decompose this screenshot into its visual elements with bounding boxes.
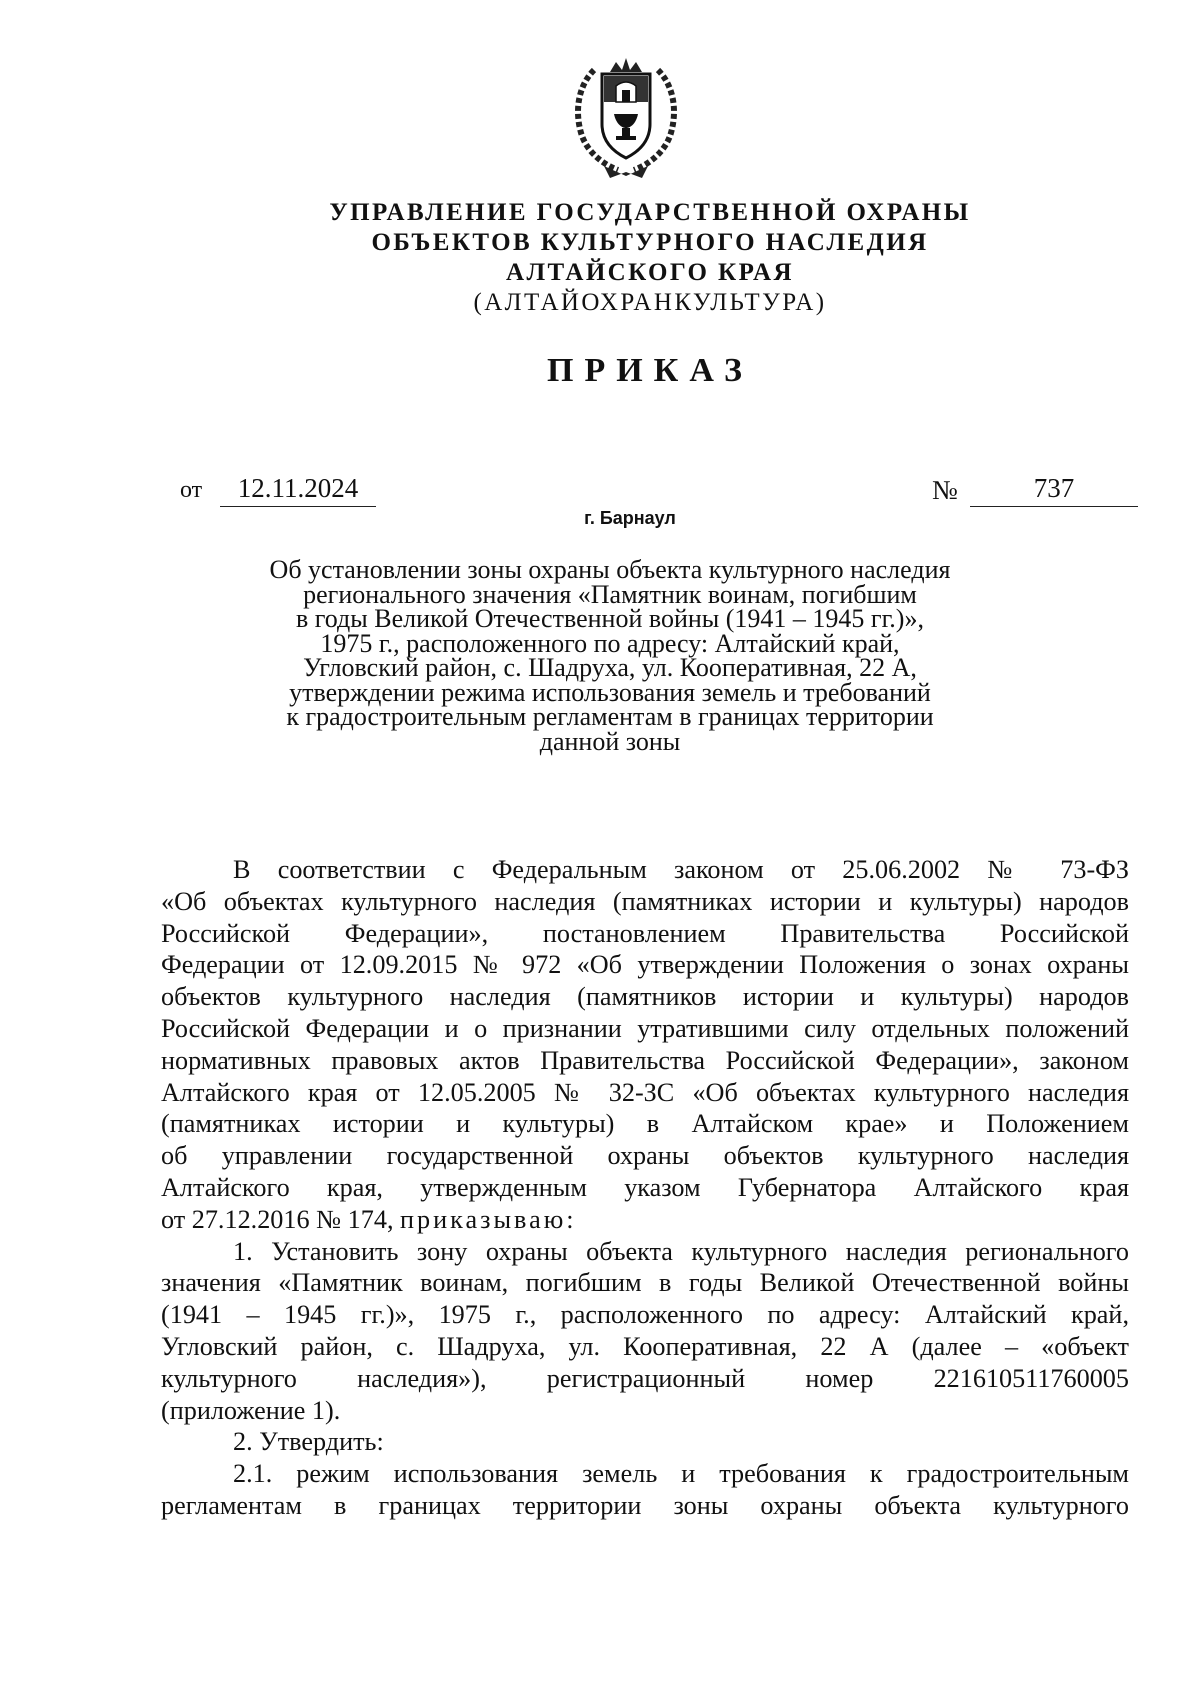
number-label: № [932,475,958,505]
clause-2-1-paragraph [161,1458,1129,1522]
clause-2-paragraph [161,1426,1129,1458]
title-line: Об установлении зоны охраны объекта культурного наследия [269,555,951,584]
order-body [161,854,1129,1522]
body-line: (1941 – 1945 гг.)», 1975 г., расположенного по адресу: Алтайский край, [161,1300,1129,1330]
title-line: утверждении режима использования земель и требований [289,677,931,707]
body-line: регламентам в границах территории зоны охраны объекта культурного [161,1490,1129,1520]
body-line: (приложение 1). [161,1395,341,1425]
agency-short-name: (АЛТАЙОХРАНКУЛЬТУРА) [473,289,827,316]
title-line: 1975 г., расположенного по адресу: Алтайский край, [320,628,900,658]
body-line: Алтайского края, утвержденным указом Губернатора Алтайского края [161,1172,1129,1202]
body-line: 1. Установить зону охраны объекта культурного наследия регионального [233,1236,1129,1266]
order-title [230,555,990,756]
document-type-title: ПРИКАЗ [547,352,753,389]
title-line: регионального значения «Памятник воинам, погибшим [303,579,917,609]
preamble-paragraph [161,854,1129,1236]
body-line-last [161,1204,1129,1236]
document-date: 12.11.2024 [220,473,376,507]
body-line: объектов культурного наследия (памятников истории и культуры) народов [161,982,1129,1012]
body-line: 2.1. режим использования земель и требования к градостроительным [233,1459,1129,1489]
body-line: Угловский район, с. Шадруха, ул. Кооперативная, 22 А (далее – «объект [161,1331,1129,1361]
body-line: значения «Памятник воинам, погибшим в годы Великой Отечественной войны [161,1268,1129,1298]
body-line: Российской Федерации», постановлением Правительства Российской [161,918,1129,948]
agency-line-3: АЛТАЙСКОГО КРАЯ [506,259,794,286]
body-line: культурного наследия»), регистрационный номер 221610511760005 [161,1363,1129,1393]
body-line: Федерации от 12.09.2015 № 972 «Об утверждении Положения о зонах охраны [161,950,1129,980]
document-number: 737 [970,473,1138,507]
date-from-label: от [180,477,203,503]
title-line: Угловский район, с. Шадруха, ул. Кооперативная, 22 А, [303,653,917,682]
agency-line-1: УПРАВЛЕНИЕ ГОСУДАРСТВЕННОЙ ОХРАНЫ [329,199,971,226]
agency-header [200,198,1100,318]
body-line: Алтайского края от 12.05.2005 № 32-ЗС «Об объектах культурного наследия [161,1077,1129,1107]
body-line: (памятниках истории и культуры) в Алтайском крае» и Положением [161,1109,1129,1139]
body-line: нормативных правовых актов Правительства Российской Федерации», законом [161,1045,1129,1075]
body-line: 2. Утвердить: [233,1427,384,1457]
clause-1-paragraph [161,1236,1129,1427]
order-verb: приказываю: [400,1204,577,1234]
altai-krai-coat-of-arms-icon [556,52,696,180]
agency-line-2: ОБЪЕКТОВ КУЛЬТУРНОГО НАСЛЕДИЯ [371,229,929,256]
body-line: Российской Федерации и о признании утратившими силу отдельных положений [161,1013,1129,1043]
title-line: в годы Великой Отечественной войны (1941 – 1945 гг.)», [296,604,924,633]
title-line: к градостроительным регламентам в границах территории [286,702,934,731]
body-line: В соответствии с Федеральным законом от 25.06.2002 № 73-ФЗ [233,855,1129,884]
title-line: данной зоны [539,726,681,756]
body-line: об управлении государственной охраны объектов культурного наследия [161,1141,1129,1171]
document-meta-row [180,473,1150,513]
body-line: «Об объектах культурного наследия (памятниках истории и культуры) народов [161,886,1129,916]
document-city: г. Барнаул [584,508,676,528]
order-date-ref: от 27.12.2016 № 174, [161,1204,394,1234]
